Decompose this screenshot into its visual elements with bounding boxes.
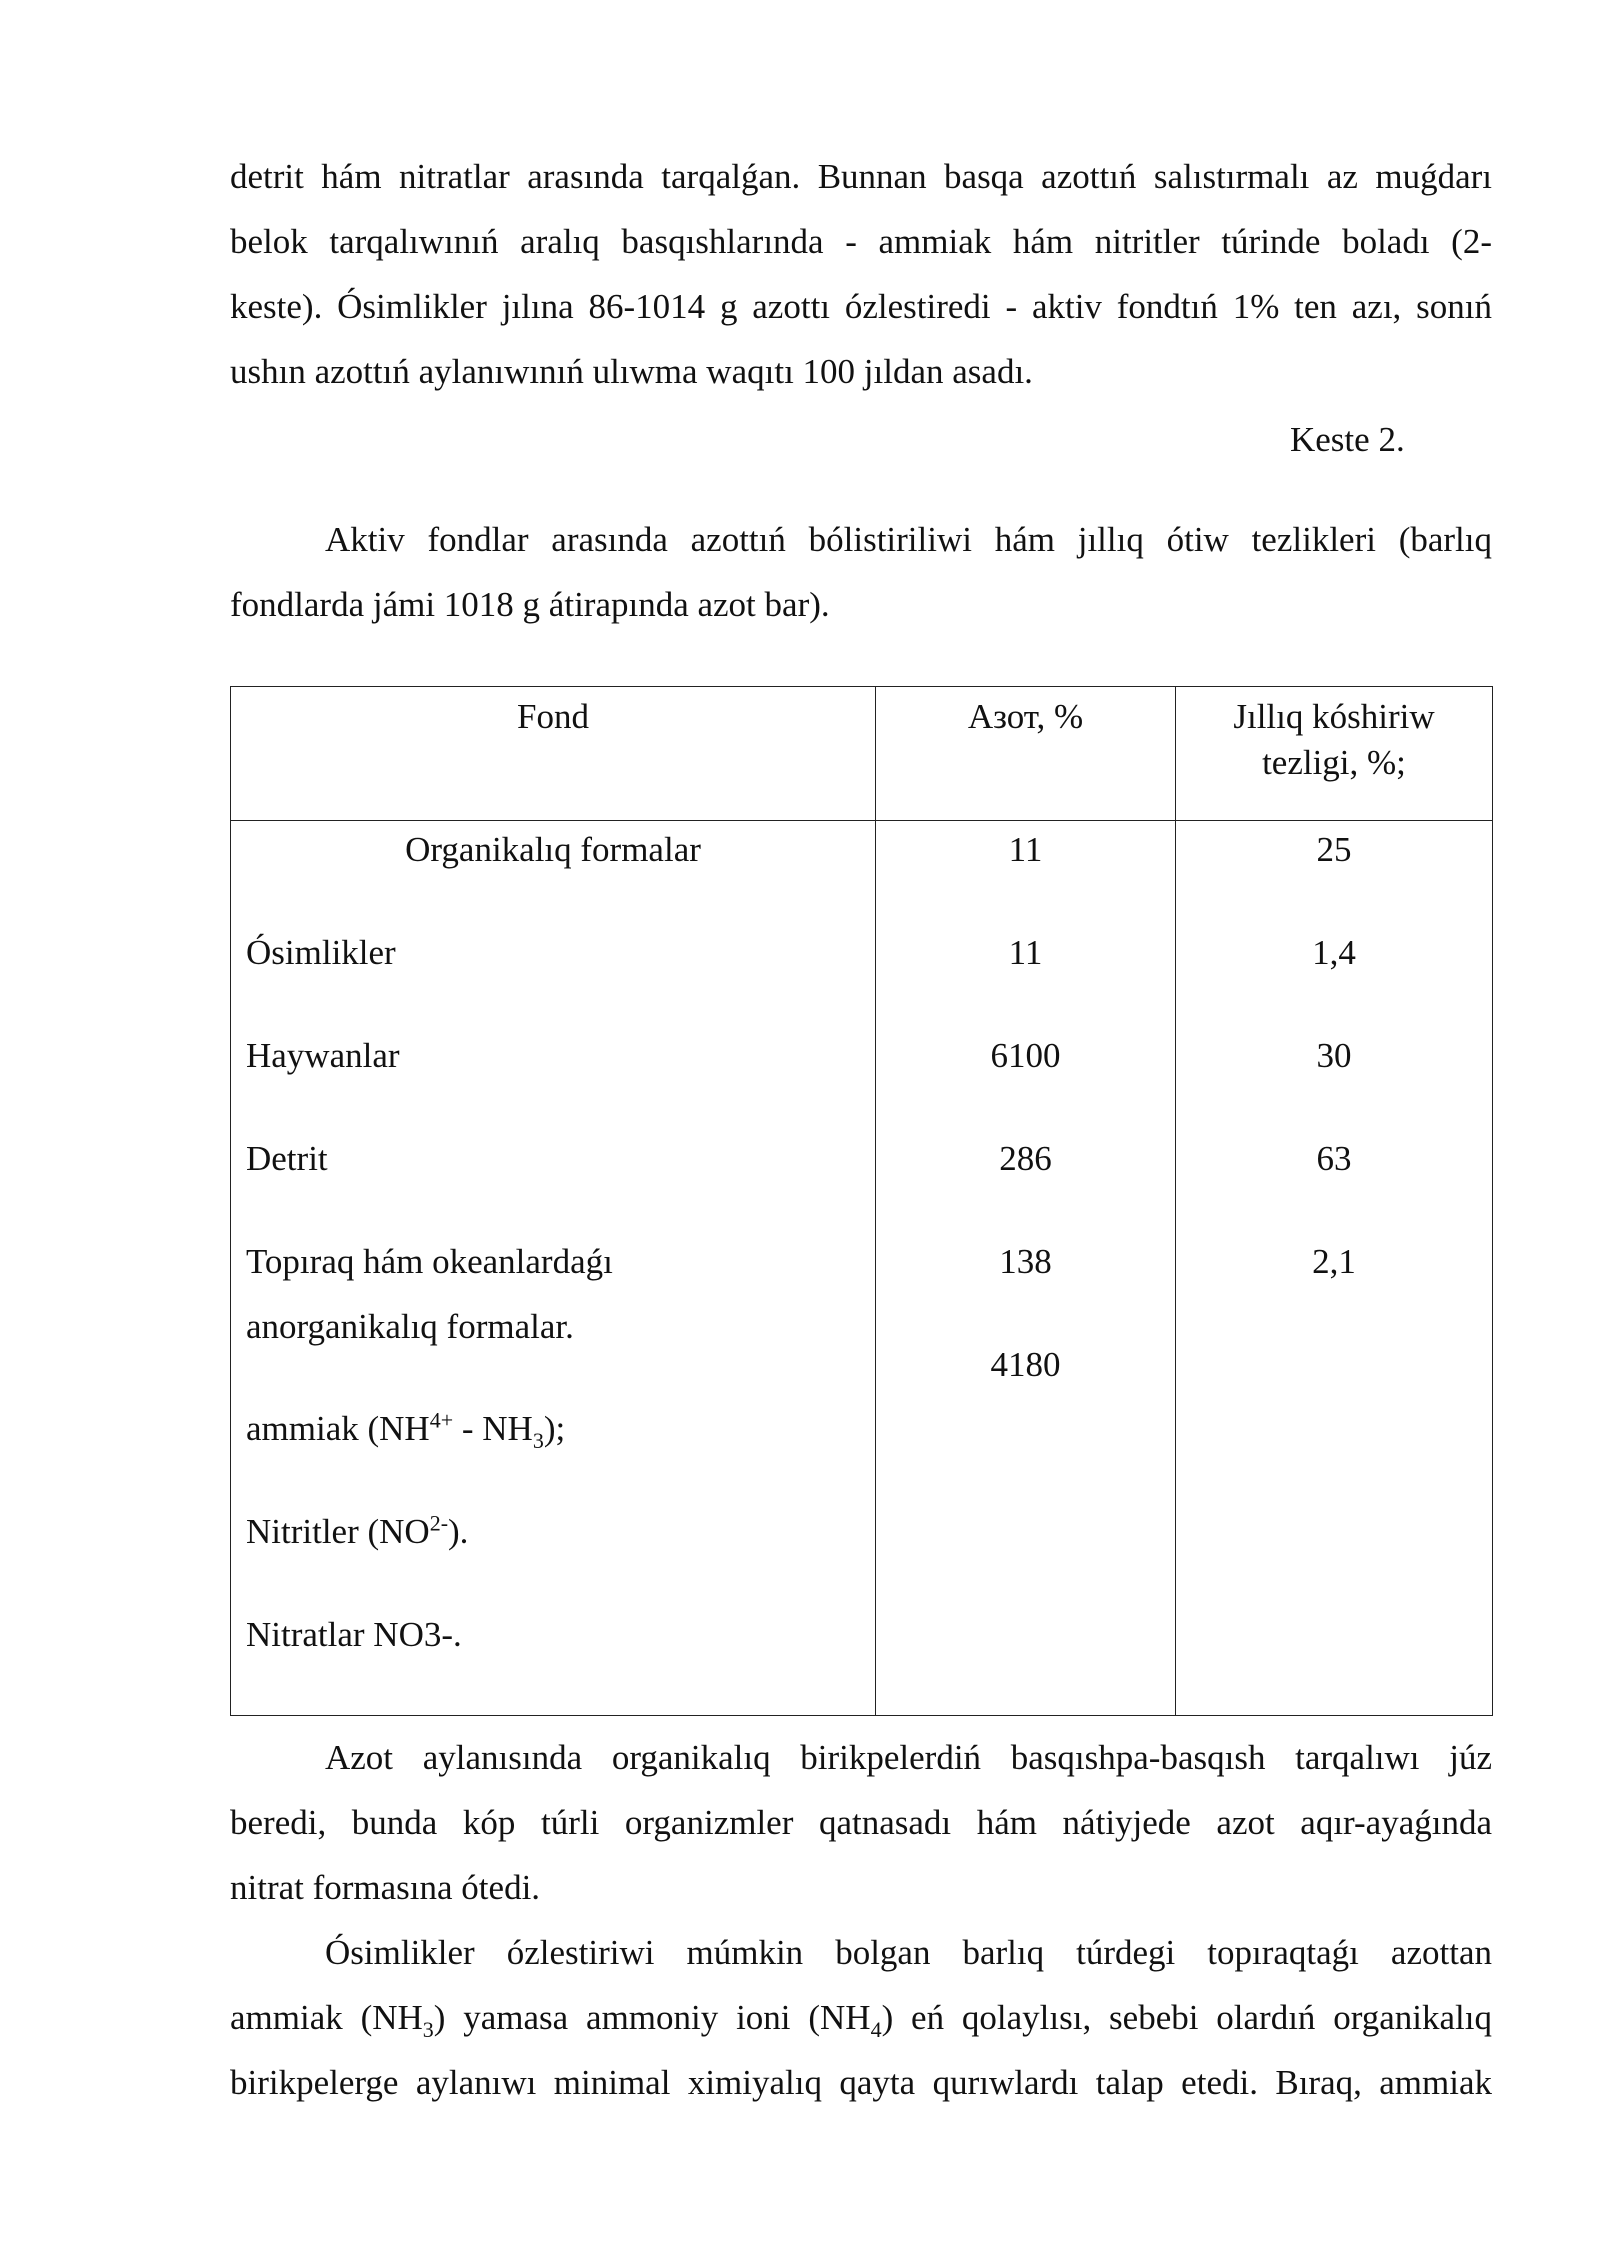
header-tezlik-line2: tezligi, %; (1262, 743, 1406, 782)
text-span: ammiak (NH (230, 1998, 423, 2037)
azot-value: 11 (1008, 933, 1043, 972)
subscript: 4 (870, 2017, 882, 2042)
azot-value: 4180 (990, 1345, 1061, 1384)
nitrites-text: Nitritler (NO (246, 1512, 430, 1551)
nitrogen-fund-table (230, 686, 1493, 1716)
fond-detrit: Detrit (246, 1139, 328, 1178)
fond-plants: Ósimlikler (246, 933, 396, 972)
header-tezlik (1176, 687, 1493, 821)
text-line: Ósimlikler ózlestiriwi múmkin bolgan barlıq túrdegi topıraqtaǵı azottan (325, 1933, 1492, 1972)
text-line: fondlarda jámi 1018 g átirapında azot bar). (230, 585, 830, 624)
table-caption (230, 507, 1492, 637)
fond-nitrites (246, 1509, 875, 1612)
fond-ammonia (246, 1406, 875, 1509)
fond-organic: Organikalıq formalar (405, 830, 701, 869)
tezlik-value: 63 (1316, 1139, 1352, 1178)
ammonia-text: ammiak (NH (246, 1409, 430, 1448)
text-line (230, 1985, 1492, 2050)
header-fond: Fond (231, 687, 876, 821)
text-line: Aktiv fondlar arasında azottıń bólistiriliwi hám jıllıq ótiw tezlikleri (barlıq (325, 520, 1492, 559)
header-tezlik-line1: Jıllıq kóshiriw (1233, 697, 1435, 736)
text-line: ushın azottıń aylanıwınıń ulıwma waqıtı 100 jıldan asadı. (230, 352, 1033, 391)
tezlik-value: 30 (1316, 1036, 1352, 1075)
tezlik-value: 2,1 (1312, 1242, 1356, 1281)
text-line: Azot aylanısında organikalıq birikpelerdiń basqıshpa-basqısh tarqalıwı júz (325, 1738, 1492, 1777)
text-line: keste). Ósimlikler jılına 86-1014 g azottı ózlestiredi - aktiv fondtıń 1% ten azı, sonıń (230, 287, 1492, 326)
fond-inorganic-line1: Topıraq hám okeanlardaǵı (246, 1242, 613, 1281)
ammonia-sup: 4+ (429, 1407, 454, 1433)
paragraph-intro (230, 144, 1492, 404)
tezlik-column-cell (1176, 821, 1493, 1716)
text-line: belok tarqalıwınıń aralıq basqıshlarında - ammiak hám nitritler túrinde boladı (2- (230, 222, 1492, 261)
tezlik-value: 1,4 (1312, 933, 1356, 972)
azot-value: 6100 (990, 1036, 1061, 1075)
fond-animals: Haywanlar (246, 1036, 400, 1075)
nitrites-sup: 2- (429, 1510, 449, 1536)
tezlik-value: 25 (1316, 830, 1352, 869)
fond-column-cell (231, 821, 876, 1716)
fond-inorganic-line2: anorganikalıq formalar. (246, 1307, 574, 1346)
azot-value: 138 (999, 1242, 1052, 1281)
ammonia-text-end: ); (543, 1409, 566, 1448)
azot-value: 11 (1008, 830, 1043, 869)
paragraph-plant-absorption (230, 1920, 1492, 2115)
header-azot: Азот, % (876, 687, 1176, 821)
fond-nitrates: Nitratlar NO3-. (246, 1615, 462, 1654)
azot-value: 286 (999, 1139, 1052, 1178)
table-label: Keste 2. (1290, 420, 1405, 459)
text-span: ) yamasa ammoniy ioni (NH (433, 1998, 871, 2037)
table-header-row (231, 687, 1493, 821)
ammonia-text-mid: - NH (453, 1409, 533, 1448)
subscript: 3 (422, 2017, 434, 2042)
text-line: birikpelerge aylanıwı minimal ximiyalıq qayta qurıwlardı talap etedi. Bıraq, ammiak (230, 2063, 1492, 2102)
ammonia-sub: 3 (532, 1428, 544, 1453)
table-body-row (231, 821, 1493, 1716)
text-line: nitrat formasına ótedi. (230, 1868, 541, 1907)
nitrites-text-end: ). (448, 1512, 469, 1551)
azot-column-cell (876, 821, 1176, 1716)
text-line: detrit hám nitratlar arasında tarqalǵan. Bunnan basqa azottıń salıstırmalı az muǵdarı (230, 157, 1492, 196)
text-span: ) eń qolaylısı, sebebi olardıń organikalıq (881, 1998, 1493, 2037)
text-line: beredi, bunda kóp túrli organizmler qatnasadı hám nátiyjede azot aqır-ayaǵında (230, 1803, 1492, 1842)
paragraph-azot-cycle (230, 1725, 1492, 1920)
